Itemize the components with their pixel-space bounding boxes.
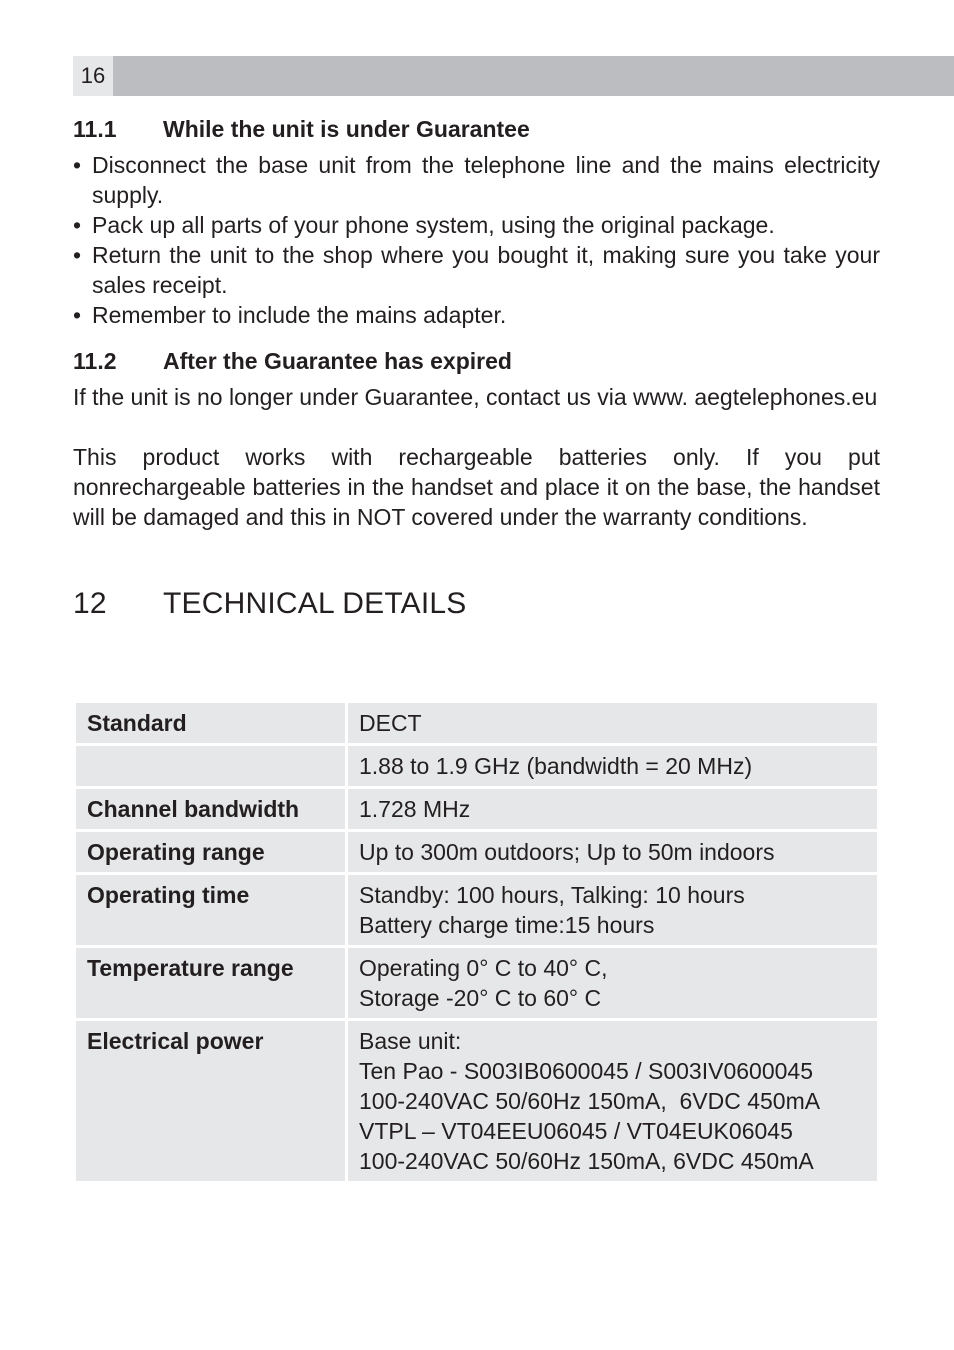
section-title: TECHNICAL DETAILS	[163, 587, 467, 620]
section-title: While the unit is under Guarantee	[163, 116, 530, 142]
table-row	[76, 703, 877, 743]
table-row	[76, 1021, 877, 1181]
spec-value-line: VTPL – VT04EEU06045 / VT04EUK06045	[359, 1118, 793, 1144]
list-item: • Disconnect the base unit from the telephone line and the mains electricity supply.	[73, 150, 880, 210]
spec-value-line: 100-240VAC 50/60Hz 150mA, 6VDC 450mA	[359, 1148, 814, 1174]
spec-value-line: Ten Pao - S003IB0600045 / S003IV0600045	[359, 1058, 813, 1084]
spec-value	[348, 832, 877, 872]
page-content	[73, 114, 880, 622]
page-header-bar	[73, 56, 954, 96]
spec-label: Standard	[76, 703, 345, 743]
spec-value-line: Standby: 100 hours, Talking: 10 hours	[359, 882, 745, 908]
section-number: 11.2	[73, 348, 117, 374]
spec-value-line: 1.728 MHz	[359, 796, 471, 822]
spec-label: Channel bandwidth	[76, 789, 345, 829]
table-row	[76, 832, 877, 872]
spec-value	[348, 789, 877, 829]
list-item: • Return the unit to the shop where you bought it, making sure you take your sales receipt.	[73, 240, 880, 300]
contact-paragraph: If the unit is no longer under Guarantee, contact us via www. aegtelephones.eu	[73, 384, 878, 410]
table-row	[76, 875, 877, 945]
table-row	[76, 948, 877, 1018]
list-item: • Pack up all parts of your phone system, using the original package.	[73, 210, 880, 240]
guarantee-steps-list	[73, 150, 880, 330]
section-11-2-heading	[73, 346, 880, 376]
spec-value	[348, 746, 877, 786]
section-title: After the Guarantee has expired	[163, 348, 512, 374]
spec-value	[348, 703, 877, 743]
table-row	[76, 746, 877, 786]
spec-value-line: Storage -20° C to 60° C	[359, 985, 602, 1011]
spec-value-line: Operating 0° C to 40° C,	[359, 955, 608, 981]
page-number: 16	[73, 56, 113, 96]
spec-label: Operating range	[76, 832, 345, 872]
section-number: 11.1	[73, 116, 117, 142]
spec-value-line: Battery charge time:15 hours	[359, 912, 655, 938]
technical-details-table	[73, 700, 880, 1184]
spec-label: Temperature range	[76, 948, 345, 1018]
spec-label: Electrical power	[76, 1021, 345, 1181]
spec-value-line: Base unit:	[359, 1028, 462, 1054]
spec-value-line: DECT	[359, 710, 422, 736]
spec-value	[348, 948, 877, 1018]
spec-value	[348, 875, 877, 945]
spec-label: Operating time	[76, 875, 345, 945]
spec-value-line: Up to 300m outdoors; Up to 50m indoors	[359, 839, 775, 865]
section-12-heading	[73, 586, 880, 622]
section-11-1-heading	[73, 114, 880, 144]
section-number: 12	[73, 587, 107, 620]
battery-warning-paragraph: This product works with rechargeable batteries only. If you put nonrechargeable batteries in the handset and place it on the base, the handset will be damaged and this in NOT covered under the warranty conditions.	[73, 444, 880, 530]
spec-value	[348, 1021, 877, 1181]
table-row	[76, 789, 877, 829]
spec-value-line: 100-240VAC 50/60Hz 150mA, 6VDC 450mA	[359, 1088, 821, 1114]
spec-value-line: 1.88 to 1.9 GHz (bandwidth = 20 MHz)	[359, 753, 753, 779]
spec-label	[76, 746, 345, 786]
list-item: • Remember to include the mains adapter.	[73, 300, 880, 330]
